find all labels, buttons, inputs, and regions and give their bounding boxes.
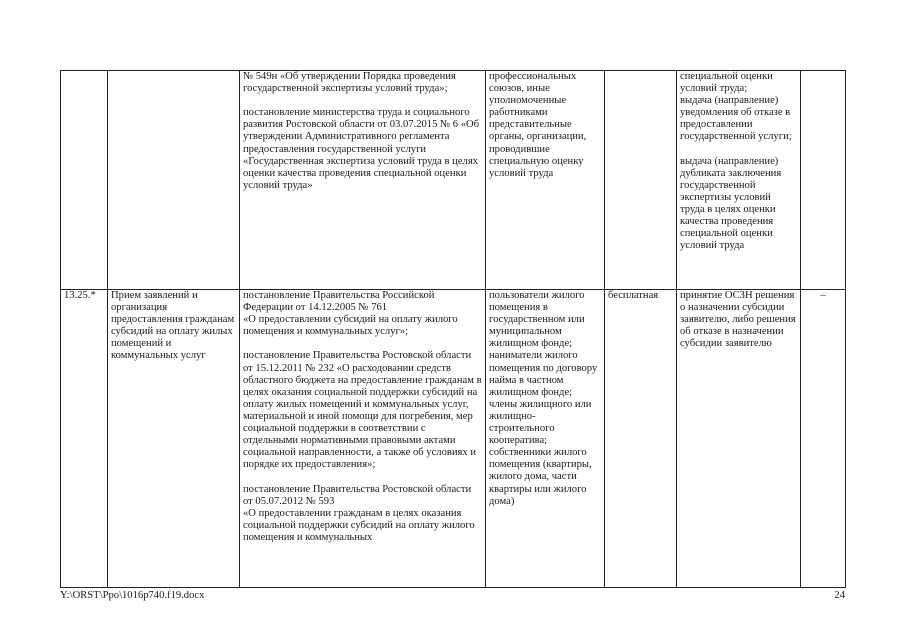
page-number: 24 bbox=[834, 590, 845, 601]
cell-payment bbox=[605, 71, 677, 290]
cell-number: 13.25.* bbox=[61, 290, 108, 588]
cell-note: – bbox=[801, 290, 846, 588]
cell-result: специальной оценки условий труда; выдача (направление) уведомления об отказе в предоставлении государственной услуги; выдача (направление) дубликата заключения государственной экспертизы условий труда в целях оценки качества проведения специальной оценки условий труда bbox=[677, 71, 801, 290]
cell-recipients: профессиональных союзов, иные уполномоченные работниками представительные органы, организации, проводившие специальную оценку условий труда bbox=[486, 71, 605, 290]
cell-payment: бесплатная bbox=[605, 290, 677, 588]
cell-legal-acts: № 549н «Об утверждении Порядка проведения государственной экспертизы условий труда»; постановление министерства труда и социального развития Ростовской области от 03.07.2015 № 6 «Об утверждении Административного регламента предоставления государственной услуги «Государственная экспертиза условий труда в целях оценки качества проведения специальной оценки условий труда» bbox=[240, 71, 486, 290]
services-table bbox=[60, 70, 846, 588]
cell-legal-acts: постановление Правительства Российской Федерации от 14.12.2005 № 761 «О предоставлении субсидий на оплату жилого помещения и коммунальных услуг»; постановление Правительства Ростовской области от 15.12.2011 № 232 «О расходовании средств областного бюджета на предоставление гражданам в целях оказания социальной поддержки субсидий на оплату жилых помещений и коммунальных услуг, материальной и иной помощи для погребения, мер социальной поддержки в соответствии с отдельными нормативными правовыми актами социальной направленности, а также об условиях и порядке их предоставления»; постановление Правительства Ростовской области от 05.07.2012 № 593 «О предоставлении гражданам в целях оказания социальной поддержки субсидий на оплату жилого помещения и коммунальных bbox=[240, 290, 486, 588]
footer-file-path: Y:\ORST\Ppo\1016p740.f19.docx bbox=[60, 590, 205, 601]
table-row-13-25 bbox=[61, 290, 846, 588]
cell-number bbox=[61, 71, 108, 290]
cell-note bbox=[801, 71, 846, 290]
cell-service-name: Прием заявлений и организация предоставления гражданам субсидий на оплату жилых помещений и коммунальных услуг bbox=[108, 290, 240, 588]
cell-service-name bbox=[108, 71, 240, 290]
cell-result: принятие ОСЗН решения о назначении субсидии заявителю, либо решения об отказе в назначении субсидии заявителю bbox=[677, 290, 801, 588]
table-row-continuation bbox=[61, 71, 846, 290]
cell-recipients: пользователи жилого помещения в государственном или муниципальном жилищном фонде; наниматели жилого помещения по договору найма в частном жилищном фонде; члены жилищного или жилищно-строительного кооператива; собственники жилого помещения (квартиры, жилого дома, части квартиры или жилого дома) bbox=[486, 290, 605, 588]
